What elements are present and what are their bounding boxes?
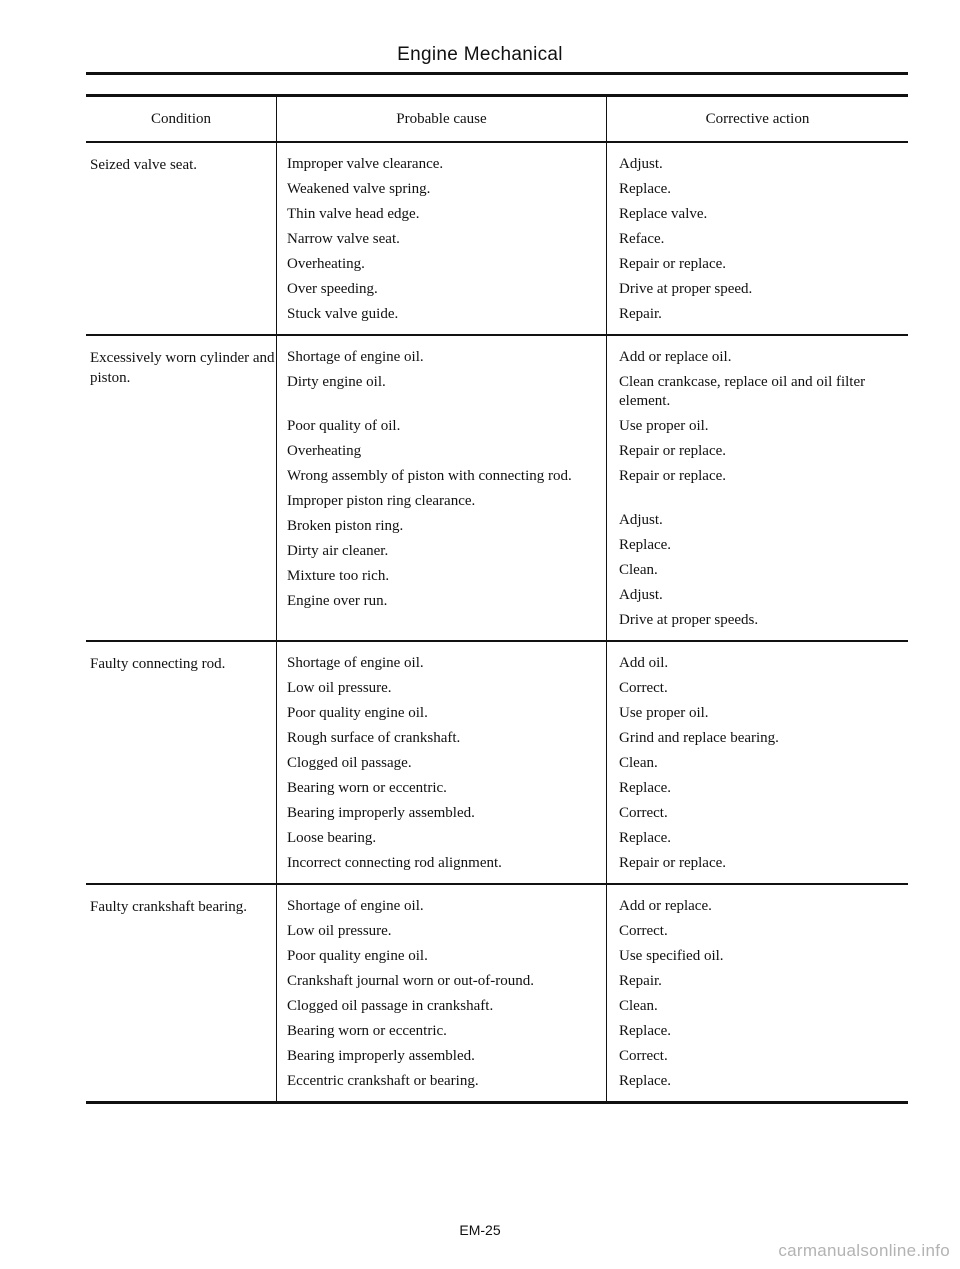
cause-cell: Bearing improperly assembled. — [287, 1048, 475, 1064]
cause-cell: Low oil pressure. — [287, 923, 392, 939]
cause-cell: Shortage of engine oil. — [287, 349, 424, 365]
cause-cell: Engine over run. — [287, 593, 388, 609]
cause-cell: Improper piston ring clearance. — [287, 493, 476, 509]
condition-cell: Seized valve seat. — [90, 157, 198, 173]
action-cell: Clean. — [619, 562, 658, 578]
cause-cell: Dirty air cleaner. — [287, 543, 389, 559]
action-cell: Correct. — [619, 1048, 668, 1064]
cause-column — [276, 642, 606, 883]
cause-column — [276, 143, 606, 334]
action-cell: Correct. — [619, 805, 668, 821]
action-cell: Use proper oil. — [619, 705, 709, 721]
cause-cell: Bearing worn or eccentric. — [287, 1023, 447, 1039]
action-cell: Repair or replace. — [619, 855, 727, 871]
watermark: carmanualsonline.info — [778, 1241, 950, 1260]
cause-cell: Low oil pressure. — [287, 680, 392, 696]
column-header-cause: Probable cause — [276, 97, 606, 141]
action-cell: Add or replace oil. — [619, 349, 732, 365]
cause-cell: Poor quality engine oil. — [287, 948, 428, 964]
action-cell: Correct. — [619, 680, 668, 696]
cause-cell: Bearing improperly assembled. — [287, 805, 475, 821]
page-number: EM-25 — [459, 1222, 501, 1238]
cause-cell: Stuck valve guide. — [287, 306, 399, 322]
action-cell: Adjust. — [619, 512, 663, 528]
cause-cell: Clogged oil passage in crankshaft. — [287, 998, 494, 1014]
action-cell: Replace. — [619, 537, 672, 553]
action-cell: Replace. — [619, 181, 672, 197]
action-cell: Repair or replace. — [619, 468, 727, 484]
cause-cell: Thin valve head edge. — [287, 206, 420, 222]
cause-cell: Weakened valve spring. — [287, 181, 431, 197]
cause-cell: Incorrect connecting rod alignment. — [287, 855, 502, 871]
action-cell: Add or replace. — [619, 898, 712, 914]
table-section-worn-cylinder-piston — [86, 336, 908, 640]
action-cell: Repair. — [619, 306, 662, 322]
action-cell: Repair or replace. — [619, 256, 727, 272]
cause-cell: Wrong assembly of piston with connecting rod. — [287, 468, 572, 484]
header-rule — [86, 72, 908, 75]
cause-cell: Loose bearing. — [287, 830, 377, 846]
cause-column — [276, 885, 606, 1101]
table-bottom-rule — [86, 1101, 908, 1104]
table-section-faulty-connecting-rod — [86, 642, 908, 883]
cause-cell: Clogged oil passage. — [287, 755, 412, 771]
action-column — [606, 336, 908, 640]
condition-cell: Faulty connecting rod. — [90, 656, 226, 672]
cause-cell: Dirty engine oil. — [287, 374, 386, 390]
action-cell: Correct. — [619, 923, 668, 939]
action-cell: Drive at proper speed. — [619, 281, 753, 297]
action-column — [606, 642, 908, 883]
cause-cell: Shortage of engine oil. — [287, 655, 424, 671]
action-cell: Use proper oil. — [619, 418, 709, 434]
cause-cell: Improper valve clearance. — [287, 156, 444, 172]
action-cell: Repair. — [619, 973, 662, 989]
action-cell: Use specified oil. — [619, 948, 724, 964]
action-cell: Add oil. — [619, 655, 669, 671]
action-cell: Replace. — [619, 780, 672, 796]
action-cell: Replace. — [619, 1073, 672, 1089]
condition-cell: Faulty crankshaft bearing. — [90, 899, 248, 915]
action-column — [606, 143, 908, 334]
page-title: Engine Mechanical — [397, 44, 563, 65]
action-cell: Clean. — [619, 998, 658, 1014]
action-cell: Clean crankcase, replace oil and oil filter element. — [619, 374, 866, 409]
column-header-condition: Condition — [150, 111, 211, 127]
action-cell: Replace valve. — [619, 206, 708, 222]
action-cell: Replace. — [619, 830, 672, 846]
cause-cell: Poor quality engine oil. — [287, 705, 428, 721]
action-cell: Drive at proper speeds. — [619, 612, 759, 628]
action-cell: Adjust. — [619, 156, 663, 172]
cause-cell: Overheating — [287, 443, 362, 459]
action-cell: Clean. — [619, 755, 658, 771]
action-cell: Reface. — [619, 231, 665, 247]
table-section-seized-valve-seat — [86, 143, 908, 334]
action-cell: Grind and replace bearing. — [619, 730, 779, 746]
cause-cell: Eccentric crankshaft or bearing. — [287, 1073, 479, 1089]
action-cell: Adjust. — [619, 587, 663, 603]
cause-cell: Rough surface of crankshaft. — [287, 730, 461, 746]
cause-cell: Over speeding. — [287, 281, 378, 297]
table-header-row — [86, 97, 908, 141]
troubleshooting-table — [86, 94, 908, 1104]
cause-cell: Overheating. — [287, 256, 365, 272]
action-cell: Repair or replace. — [619, 443, 727, 459]
cause-cell: Narrow valve seat. — [287, 231, 400, 247]
table-section-faulty-crankshaft-bearing — [86, 885, 908, 1101]
cause-cell: Poor quality of oil. — [287, 418, 401, 434]
cause-column — [276, 336, 606, 640]
cause-cell: Broken piston ring. — [287, 518, 404, 534]
condition-cell: Excessively worn cylinder and piston. — [90, 350, 275, 386]
cause-cell: Shortage of engine oil. — [287, 898, 424, 914]
column-header-action: Corrective action — [606, 97, 908, 141]
cause-cell: Mixture too rich. — [287, 568, 390, 584]
action-cell: Replace. — [619, 1023, 672, 1039]
cause-cell: Crankshaft journal worn or out-of-round. — [287, 973, 535, 989]
action-column — [606, 885, 908, 1101]
cause-cell: Bearing worn or eccentric. — [287, 780, 447, 796]
